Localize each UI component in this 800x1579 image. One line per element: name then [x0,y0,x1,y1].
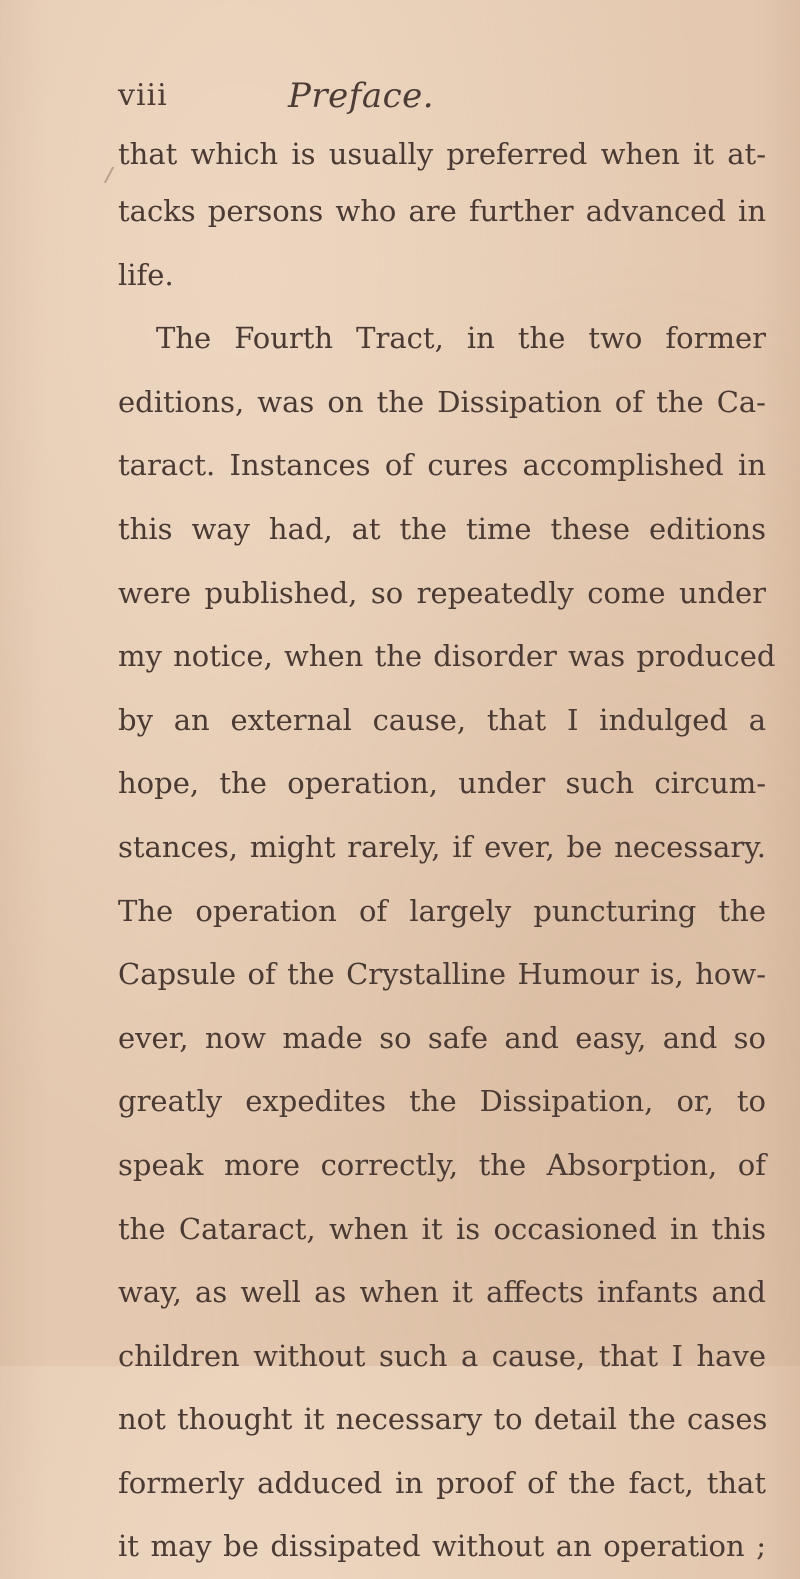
text-line: ever, now made so safe and easy, and so [118,1020,766,1055]
text-line: tacks persons who are further advanced in [118,194,766,228]
text-line: children without such a cause, that I have [118,1338,766,1373]
text-line: editions, was on the Dissipation of the Ca- [118,384,766,419]
page-header [118,78,758,122]
text-line: the Cataract, when it is occasioned in this [118,1211,766,1246]
text-line: life. [118,257,174,292]
text-line: The operation of largely puncturing the [118,893,766,928]
text-line: Capsule of the Crystalline Humour is, how- [118,957,766,992]
margin-mark [104,167,114,184]
text-line: were published, so repeatedly come under [118,575,766,610]
text-line: my notice, when the disorder was produced [118,639,776,674]
text-line: hope, the operation, under such circum- [118,766,766,801]
text-line: taract. Instances of cures accomplished in [118,448,766,483]
text-line: it may be dissipated without an operation ; [118,1529,766,1564]
text-line: not thought it necessary to detail the cases [118,1402,768,1437]
text-line: way, as well as when it affects infants and [118,1275,766,1310]
text-line: speak more correctly, the Absorption, of [118,1147,766,1182]
text-line: greatly expedites the Dissipation, or, to [118,1084,766,1119]
text-line: that which is usually preferred when it at- [118,137,766,171]
text-line: by an external cause, that I indulged a [118,702,766,737]
body-text [118,128,776,1579]
text-line: formerly adduced in proof of the fact, that [118,1465,766,1500]
running-head: Preface. [288,76,435,116]
page-number: viii [118,78,168,113]
text-line: this way had, at the time these editions [118,511,766,546]
text-line: The Fourth Tract, in the two former [156,321,766,356]
text-line: stances, might rarely, if ever, be necessary. [118,829,766,864]
